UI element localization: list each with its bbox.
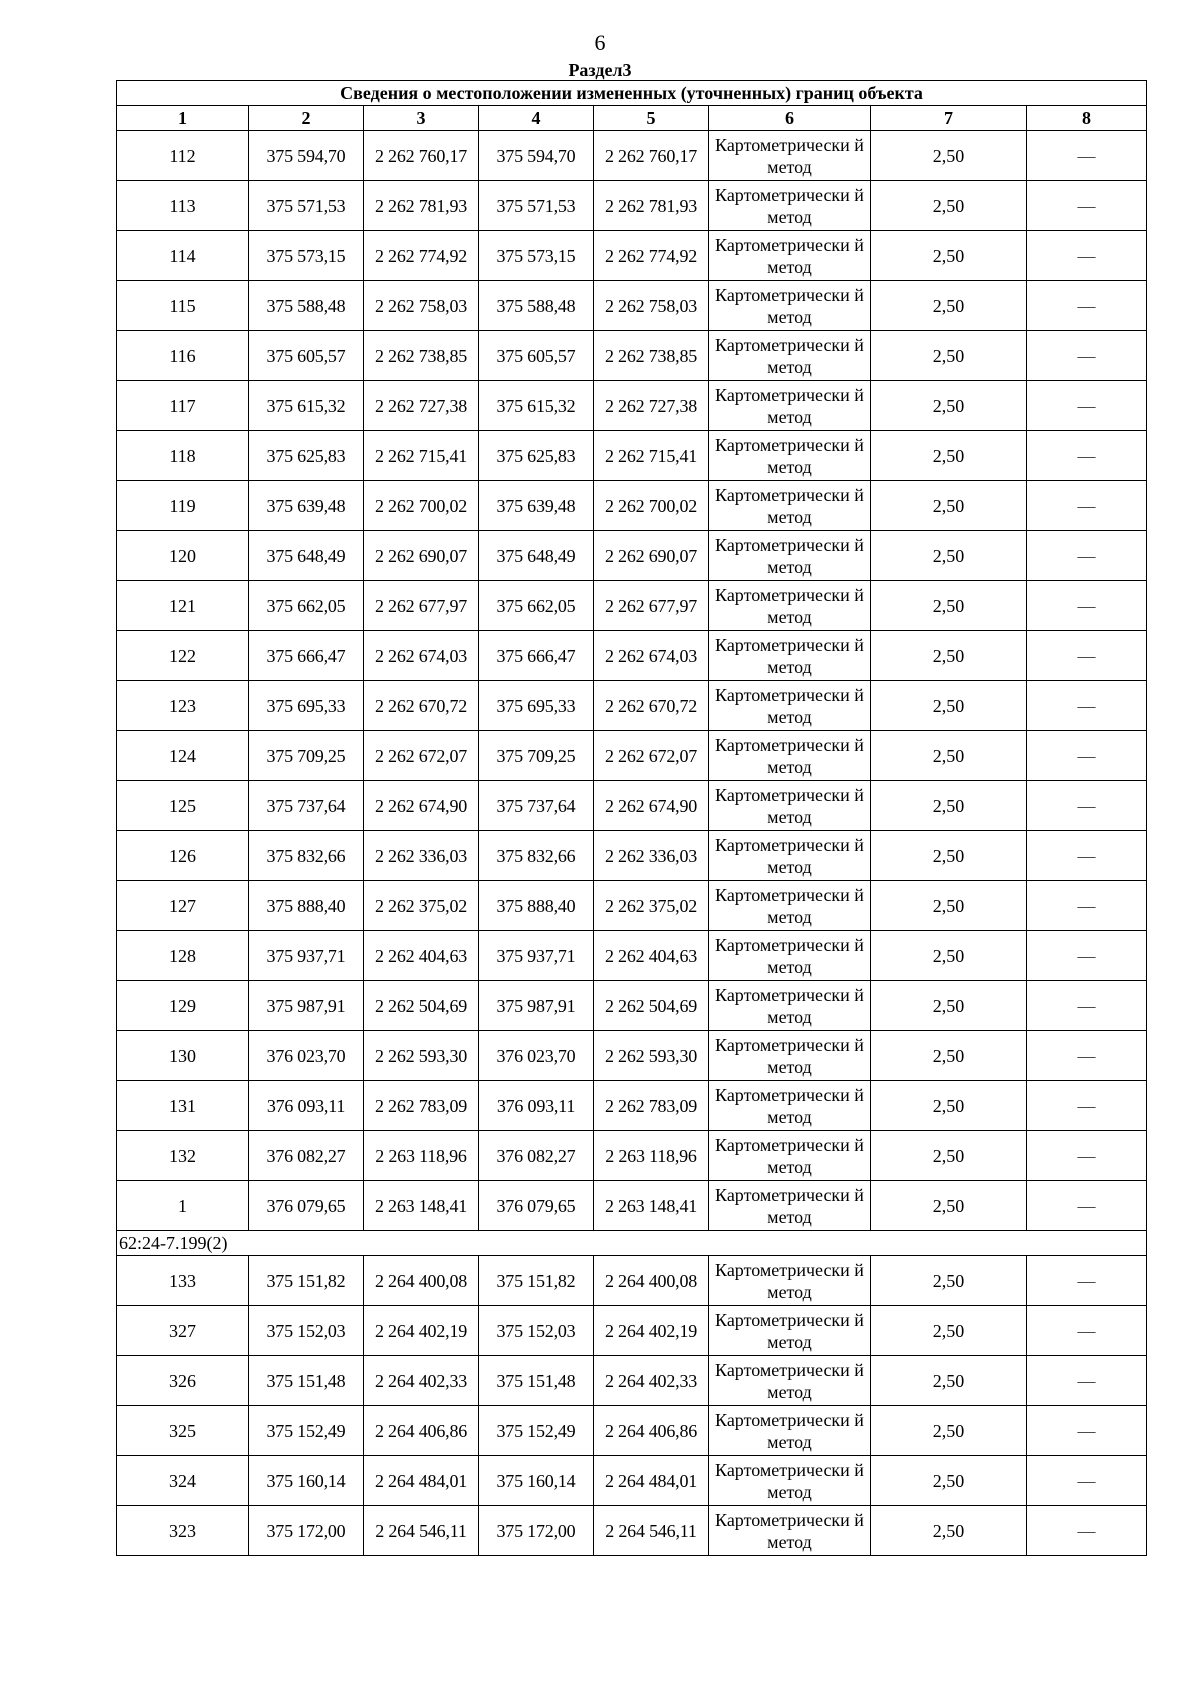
accuracy-cell: 2,50 [871, 681, 1027, 731]
point-description-cell: — [1027, 331, 1147, 381]
section-title: Раздел3 [568, 60, 632, 80]
y-new-cell: 2 262 738,85 [594, 331, 709, 381]
x-existing-cell: 375 888,40 [249, 881, 364, 931]
accuracy-cell: 2,50 [871, 1356, 1027, 1406]
accuracy-cell: 2,50 [871, 1031, 1027, 1081]
x-new-cell: 375 605,57 [479, 331, 594, 381]
y-new-cell: 2 262 715,41 [594, 431, 709, 481]
accuracy-cell: 2,50 [871, 1131, 1027, 1181]
point-description-cell: — [1027, 781, 1147, 831]
x-new-cell: 375 666,47 [479, 631, 594, 681]
point-description-cell: — [1027, 881, 1147, 931]
table-row [117, 1456, 1147, 1506]
point-description-cell: — [1027, 231, 1147, 281]
table-row [117, 881, 1147, 931]
y-new-cell: 2 264 402,33 [594, 1356, 709, 1406]
y-existing-cell: 2 264 484,01 [364, 1456, 479, 1506]
x-new-cell: 375 937,71 [479, 931, 594, 981]
y-new-cell: 2 262 593,30 [594, 1031, 709, 1081]
x-existing-cell: 375 639,48 [249, 481, 364, 531]
determination-method-cell: Картометрически й метод [709, 1406, 871, 1456]
x-existing-cell: 375 662,05 [249, 581, 364, 631]
x-new-cell: 375 615,32 [479, 381, 594, 431]
point-description-cell: — [1027, 1181, 1147, 1231]
accuracy-cell: 2,50 [871, 931, 1027, 981]
y-existing-cell: 2 262 738,85 [364, 331, 479, 381]
y-existing-cell: 2 264 400,08 [364, 1256, 479, 1306]
accuracy-cell: 2,50 [871, 431, 1027, 481]
point-number-cell: 132 [117, 1131, 249, 1181]
x-existing-cell: 375 695,33 [249, 681, 364, 731]
y-new-cell: 2 262 672,07 [594, 731, 709, 781]
x-new-cell: 375 662,05 [479, 581, 594, 631]
x-new-cell: 375 571,53 [479, 181, 594, 231]
y-existing-cell: 2 263 118,96 [364, 1131, 479, 1181]
x-existing-cell: 376 023,70 [249, 1031, 364, 1081]
table-row [117, 1306, 1147, 1356]
point-description-cell: — [1027, 131, 1147, 181]
point-description-cell: — [1027, 1256, 1147, 1306]
y-existing-cell: 2 262 670,72 [364, 681, 479, 731]
point-number-cell: 120 [117, 531, 249, 581]
determination-method-cell: Картометрически й метод [709, 1256, 871, 1306]
table-row [117, 131, 1147, 181]
x-new-cell: 375 573,15 [479, 231, 594, 281]
determination-method-cell: Картометрически й метод [709, 1356, 871, 1406]
column-header: 1 [117, 106, 249, 131]
y-new-cell: 2 262 404,63 [594, 931, 709, 981]
accuracy-cell: 2,50 [871, 1406, 1027, 1456]
column-header: 8 [1027, 106, 1147, 131]
x-new-cell: 375 888,40 [479, 881, 594, 931]
point-number-cell: 114 [117, 231, 249, 281]
point-number-cell: 129 [117, 981, 249, 1031]
x-existing-cell: 375 160,14 [249, 1456, 364, 1506]
y-existing-cell: 2 262 593,30 [364, 1031, 479, 1081]
table-row [117, 481, 1147, 531]
y-new-cell: 2 262 690,07 [594, 531, 709, 581]
boundary-coordinates-table [116, 80, 1147, 1556]
x-existing-cell: 375 709,25 [249, 731, 364, 781]
y-new-cell: 2 262 504,69 [594, 981, 709, 1031]
determination-method-cell: Картометрически й метод [709, 481, 871, 531]
y-new-cell: 2 262 727,38 [594, 381, 709, 431]
accuracy-cell: 2,50 [871, 881, 1027, 931]
y-existing-cell: 2 262 404,63 [364, 931, 479, 981]
x-new-cell: 375 987,91 [479, 981, 594, 1031]
point-number-cell: 123 [117, 681, 249, 731]
accuracy-cell: 2,50 [871, 631, 1027, 681]
x-existing-cell: 375 573,15 [249, 231, 364, 281]
y-existing-cell: 2 264 406,86 [364, 1406, 479, 1456]
x-new-cell: 376 093,11 [479, 1081, 594, 1131]
column-header: 4 [479, 106, 594, 131]
point-number-cell: 117 [117, 381, 249, 431]
x-existing-cell: 375 832,66 [249, 831, 364, 881]
accuracy-cell: 2,50 [871, 1181, 1027, 1231]
table-row [117, 381, 1147, 431]
accuracy-cell: 2,50 [871, 781, 1027, 831]
determination-method-cell: Картометрически й метод [709, 581, 871, 631]
x-existing-cell: 375 588,48 [249, 281, 364, 331]
table-row [117, 431, 1147, 481]
accuracy-cell: 2,50 [871, 281, 1027, 331]
x-existing-cell: 375 737,64 [249, 781, 364, 831]
y-new-cell: 2 264 546,11 [594, 1506, 709, 1556]
point-description-cell: — [1027, 681, 1147, 731]
x-new-cell: 375 151,82 [479, 1256, 594, 1306]
determination-method-cell: Картометрически й метод [709, 331, 871, 381]
determination-method-cell: Картометрически й метод [709, 1506, 871, 1556]
table-row [117, 1031, 1147, 1081]
determination-method-cell: Картометрически й метод [709, 731, 871, 781]
x-existing-cell: 375 615,32 [249, 381, 364, 431]
determination-method-cell: Картометрически й метод [709, 1456, 871, 1506]
point-description-cell: — [1027, 431, 1147, 481]
point-number-cell: 131 [117, 1081, 249, 1131]
determination-method-cell: Картометрически й метод [709, 631, 871, 681]
determination-method-cell: Картометрически й метод [709, 1131, 871, 1181]
determination-method-cell: Картометрически й метод [709, 881, 871, 931]
determination-method-cell: Картометрически й метод [709, 231, 871, 281]
point-description-cell: — [1027, 1356, 1147, 1406]
point-description-cell: — [1027, 1306, 1147, 1356]
accuracy-cell: 2,50 [871, 1306, 1027, 1356]
table-row [117, 531, 1147, 581]
y-new-cell: 2 262 670,72 [594, 681, 709, 731]
point-description-cell: — [1027, 581, 1147, 631]
y-new-cell: 2 264 406,86 [594, 1406, 709, 1456]
y-new-cell: 2 262 674,03 [594, 631, 709, 681]
point-number-cell: 327 [117, 1306, 249, 1356]
table-row [117, 1131, 1147, 1181]
point-description-cell: — [1027, 281, 1147, 331]
y-new-cell: 2 262 781,93 [594, 181, 709, 231]
table-row [117, 631, 1147, 681]
point-description-cell: — [1027, 831, 1147, 881]
y-new-cell: 2 264 484,01 [594, 1456, 709, 1506]
y-new-cell: 2 262 336,03 [594, 831, 709, 881]
x-new-cell: 376 082,27 [479, 1131, 594, 1181]
x-new-cell: 375 152,49 [479, 1406, 594, 1456]
x-new-cell: 375 737,64 [479, 781, 594, 831]
table-row [117, 331, 1147, 381]
determination-method-cell: Картометрически й метод [709, 1081, 871, 1131]
y-existing-cell: 2 262 336,03 [364, 831, 479, 881]
determination-method-cell: Картометрически й метод [709, 531, 871, 581]
y-existing-cell: 2 262 375,02 [364, 881, 479, 931]
point-description-cell: — [1027, 531, 1147, 581]
y-existing-cell: 2 262 760,17 [364, 131, 479, 181]
point-number-cell: 125 [117, 781, 249, 831]
y-new-cell: 2 262 783,09 [594, 1081, 709, 1131]
accuracy-cell: 2,50 [871, 531, 1027, 581]
table-row [117, 581, 1147, 631]
x-existing-cell: 375 625,83 [249, 431, 364, 481]
parcel-group-label: 62:24-7.199(2) [117, 1231, 1147, 1256]
x-existing-cell: 376 079,65 [249, 1181, 364, 1231]
table-row [117, 281, 1147, 331]
x-existing-cell: 375 571,53 [249, 181, 364, 231]
x-existing-cell: 375 648,49 [249, 531, 364, 581]
point-number-cell: 115 [117, 281, 249, 331]
accuracy-cell: 2,50 [871, 731, 1027, 781]
y-existing-cell: 2 264 402,33 [364, 1356, 479, 1406]
determination-method-cell: Картометрически й метод [709, 831, 871, 881]
determination-method-cell: Картометрически й метод [709, 131, 871, 181]
determination-method-cell: Картометрически й метод [709, 1181, 871, 1231]
y-new-cell: 2 262 674,90 [594, 781, 709, 831]
determination-method-cell: Картометрически й метод [709, 931, 871, 981]
table-row [117, 231, 1147, 281]
table-row [117, 981, 1147, 1031]
x-new-cell: 375 648,49 [479, 531, 594, 581]
x-existing-cell: 375 172,00 [249, 1506, 364, 1556]
point-number-cell: 116 [117, 331, 249, 381]
accuracy-cell: 2,50 [871, 1081, 1027, 1131]
point-number-cell: 126 [117, 831, 249, 881]
y-existing-cell: 2 262 700,02 [364, 481, 479, 531]
x-existing-cell: 375 987,91 [249, 981, 364, 1031]
accuracy-cell: 2,50 [871, 231, 1027, 281]
determination-method-cell: Картометрически й метод [709, 381, 871, 431]
table-caption-row [117, 81, 1147, 106]
table-row [117, 1356, 1147, 1406]
x-existing-cell: 375 666,47 [249, 631, 364, 681]
table-row [117, 1081, 1147, 1131]
point-number-cell: 323 [117, 1506, 249, 1556]
point-number-cell: 118 [117, 431, 249, 481]
point-description-cell: — [1027, 981, 1147, 1031]
point-description-cell: — [1027, 381, 1147, 431]
y-existing-cell: 2 262 758,03 [364, 281, 479, 331]
y-existing-cell: 2 262 674,03 [364, 631, 479, 681]
y-existing-cell: 2 262 677,97 [364, 581, 479, 631]
accuracy-cell: 2,50 [871, 831, 1027, 881]
column-header: 6 [709, 106, 871, 131]
y-new-cell: 2 263 118,96 [594, 1131, 709, 1181]
y-existing-cell: 2 263 148,41 [364, 1181, 479, 1231]
point-number-cell: 121 [117, 581, 249, 631]
y-existing-cell: 2 262 781,93 [364, 181, 479, 231]
accuracy-cell: 2,50 [871, 581, 1027, 631]
x-existing-cell: 375 605,57 [249, 331, 364, 381]
point-number-cell: 324 [117, 1456, 249, 1506]
y-existing-cell: 2 262 672,07 [364, 731, 479, 781]
accuracy-cell: 2,50 [871, 981, 1027, 1031]
accuracy-cell: 2,50 [871, 331, 1027, 381]
y-existing-cell: 2 262 690,07 [364, 531, 479, 581]
y-new-cell: 2 262 677,97 [594, 581, 709, 631]
y-existing-cell: 2 262 674,90 [364, 781, 479, 831]
accuracy-cell: 2,50 [871, 1506, 1027, 1556]
column-header: 7 [871, 106, 1027, 131]
table-row [117, 1256, 1147, 1306]
y-existing-cell: 2 262 774,92 [364, 231, 479, 281]
x-existing-cell: 376 093,11 [249, 1081, 364, 1131]
table-row [117, 731, 1147, 781]
point-number-cell: 1 [117, 1181, 249, 1231]
x-new-cell: 375 639,48 [479, 481, 594, 531]
point-description-cell: — [1027, 1506, 1147, 1556]
x-new-cell: 375 160,14 [479, 1456, 594, 1506]
point-description-cell: — [1027, 181, 1147, 231]
x-existing-cell: 376 082,27 [249, 1131, 364, 1181]
point-number-cell: 124 [117, 731, 249, 781]
x-new-cell: 375 832,66 [479, 831, 594, 881]
determination-method-cell: Картометрически й метод [709, 1031, 871, 1081]
x-new-cell: 376 079,65 [479, 1181, 594, 1231]
determination-method-cell: Картометрически й метод [709, 281, 871, 331]
table-row [117, 781, 1147, 831]
point-description-cell: — [1027, 631, 1147, 681]
column-header: 3 [364, 106, 479, 131]
x-new-cell: 375 172,00 [479, 1506, 594, 1556]
determination-method-cell: Картометрически й метод [709, 431, 871, 481]
x-new-cell: 375 695,33 [479, 681, 594, 731]
x-existing-cell: 375 594,70 [249, 131, 364, 181]
x-new-cell: 375 588,48 [479, 281, 594, 331]
accuracy-cell: 2,50 [871, 481, 1027, 531]
x-new-cell: 375 594,70 [479, 131, 594, 181]
y-new-cell: 2 264 400,08 [594, 1256, 709, 1306]
y-new-cell: 2 262 758,03 [594, 281, 709, 331]
point-number-cell: 325 [117, 1406, 249, 1456]
x-existing-cell: 375 151,82 [249, 1256, 364, 1306]
determination-method-cell: Картометрически й метод [709, 1306, 871, 1356]
point-description-cell: — [1027, 731, 1147, 781]
point-description-cell: — [1027, 1031, 1147, 1081]
point-description-cell: — [1027, 931, 1147, 981]
y-new-cell: 2 262 700,02 [594, 481, 709, 531]
table-row [117, 831, 1147, 881]
point-number-cell: 119 [117, 481, 249, 531]
point-description-cell: — [1027, 1131, 1147, 1181]
column-header: 2 [249, 106, 364, 131]
y-new-cell: 2 264 402,19 [594, 1306, 709, 1356]
x-new-cell: 375 152,03 [479, 1306, 594, 1356]
y-new-cell: 2 263 148,41 [594, 1181, 709, 1231]
point-description-cell: — [1027, 481, 1147, 531]
y-existing-cell: 2 262 727,38 [364, 381, 479, 431]
accuracy-cell: 2,50 [871, 1256, 1027, 1306]
point-number-cell: 128 [117, 931, 249, 981]
point-description-cell: — [1027, 1081, 1147, 1131]
x-existing-cell: 375 937,71 [249, 931, 364, 981]
page-number: 6 [594, 30, 606, 55]
column-header: 5 [594, 106, 709, 131]
table-row [117, 1406, 1147, 1456]
point-description-cell: — [1027, 1456, 1147, 1506]
x-new-cell: 376 023,70 [479, 1031, 594, 1081]
x-new-cell: 375 709,25 [479, 731, 594, 781]
point-number-cell: 133 [117, 1256, 249, 1306]
y-new-cell: 2 262 375,02 [594, 881, 709, 931]
point-number-cell: 122 [117, 631, 249, 681]
determination-method-cell: Картометрически й метод [709, 181, 871, 231]
accuracy-cell: 2,50 [871, 181, 1027, 231]
point-description-cell: — [1027, 1406, 1147, 1456]
x-existing-cell: 375 152,49 [249, 1406, 364, 1456]
table-caption: Сведения о местоположении измененных (уточненных) границ объекта [117, 81, 1147, 106]
accuracy-cell: 2,50 [871, 131, 1027, 181]
x-new-cell: 375 151,48 [479, 1356, 594, 1406]
table-row [117, 1506, 1147, 1556]
table-row [117, 181, 1147, 231]
y-existing-cell: 2 262 715,41 [364, 431, 479, 481]
point-number-cell: 112 [117, 131, 249, 181]
point-number-cell: 326 [117, 1356, 249, 1406]
y-new-cell: 2 262 774,92 [594, 231, 709, 281]
x-existing-cell: 375 151,48 [249, 1356, 364, 1406]
accuracy-cell: 2,50 [871, 1456, 1027, 1506]
determination-method-cell: Картометрически й метод [709, 781, 871, 831]
point-number-cell: 113 [117, 181, 249, 231]
y-existing-cell: 2 262 504,69 [364, 981, 479, 1031]
table-row [117, 931, 1147, 981]
column-number-row [117, 106, 1147, 131]
y-new-cell: 2 262 760,17 [594, 131, 709, 181]
parcel-group-row [117, 1231, 1147, 1256]
x-existing-cell: 375 152,03 [249, 1306, 364, 1356]
table-row [117, 681, 1147, 731]
point-number-cell: 127 [117, 881, 249, 931]
point-number-cell: 130 [117, 1031, 249, 1081]
accuracy-cell: 2,50 [871, 381, 1027, 431]
x-new-cell: 375 625,83 [479, 431, 594, 481]
y-existing-cell: 2 262 783,09 [364, 1081, 479, 1131]
y-existing-cell: 2 264 546,11 [364, 1506, 479, 1556]
determination-method-cell: Картометрически й метод [709, 681, 871, 731]
determination-method-cell: Картометрически й метод [709, 981, 871, 1031]
table-row [117, 1181, 1147, 1231]
y-existing-cell: 2 264 402,19 [364, 1306, 479, 1356]
